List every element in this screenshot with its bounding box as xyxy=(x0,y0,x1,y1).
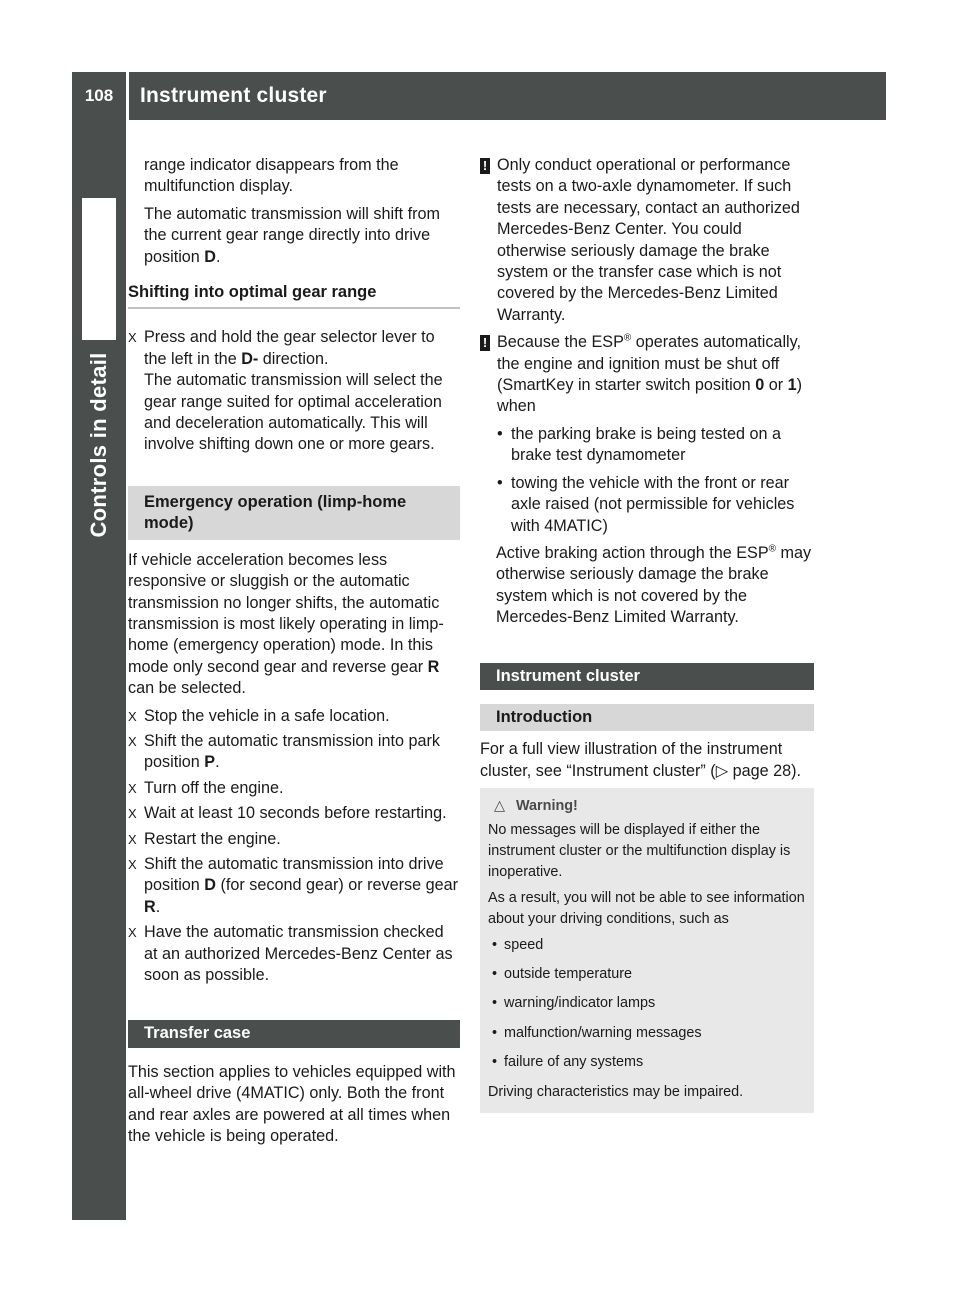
warning-box xyxy=(480,788,814,1113)
step-arrow-icon: X xyxy=(128,856,137,872)
step-arrow-icon: X xyxy=(128,708,137,724)
left-column xyxy=(128,155,460,1153)
emergency-step-6: X Shift the automatic transmission into drive position D (for second gear) or reverse gear R. xyxy=(128,854,459,916)
bullet-icon: • xyxy=(497,473,503,492)
emergency-step-4: X Wait at least 10 seconds before restarting. xyxy=(128,803,460,824)
page-title: Instrument cluster xyxy=(140,84,327,107)
emergency-step-1: X Stop the vehicle in a safe location. xyxy=(128,706,460,727)
exclamation-icon: ! xyxy=(480,158,490,174)
bullet-icon: • xyxy=(492,1054,498,1071)
note-dynamometer: ! Only conduct operational or performance tests on a two-axle dynamometer. If such tests are necessary, contact an authorized Mercedes-Benz Center. You could otherwise seriously damage the brake system or the transfer case which is not covered by the Mercedes-Benz Limited Warranty. xyxy=(480,155,814,326)
step-arrow-icon: X xyxy=(128,733,137,749)
intro-text-2: The automatic transmission will shift from the current gear range directly into drive position D. xyxy=(144,204,440,266)
warning-item: • outside temperature xyxy=(488,964,806,985)
warning-item: • malfunction/warning messages xyxy=(488,1023,806,1044)
emergency-step-3: X Turn off the engine. xyxy=(128,778,460,799)
esp-bullet-1: • the parking brake is being tested on a brake test dynamometer xyxy=(497,424,781,465)
warning-triangle-icon: △ xyxy=(494,798,506,815)
esp-bullet-2: • towing the vehicle with the front or rear axle raised (not permissible for vehicles with 4MATIC) xyxy=(497,473,795,535)
page-number: 108 xyxy=(84,86,114,105)
page-ref-arrow-icon: ▷ xyxy=(715,761,729,780)
bullet-icon: • xyxy=(497,424,503,443)
warning-para-2: As a result, you will not be able to see information about your driving conditions, such as xyxy=(488,889,805,928)
note-esp: ! Because the ESP® operates automatically, the engine and ignition must be shut off (SmartKey in starter switch position 0 or 1) when xyxy=(480,332,814,418)
transfer-case-paragraph: This section applies to vehicles equipped with all-wheel drive (4MATIC) only. Both the front and rear axles are powered at all times when the vehicle is being operated. xyxy=(128,1062,456,1146)
introduction-heading: Introduction xyxy=(480,704,814,731)
warning-title: △ Warning! xyxy=(488,796,806,817)
bullet-icon: • xyxy=(492,995,498,1012)
step-arrow-icon: X xyxy=(128,806,137,822)
side-tab-label: Controls in detail xyxy=(86,352,111,538)
introduction-paragraph: For a full view illustration of the instrument cluster, see “Instrument cluster” (▷ page 28). xyxy=(480,740,802,780)
optimal-gear-heading: Shifting into optimal gear range xyxy=(128,282,460,309)
optimal-step-result: The automatic transmission will select the gear range suited for optimal acceleration and deceleration automatically. This will involve shifting down one or more gears. xyxy=(144,371,443,454)
warning-item: • speed xyxy=(488,935,806,956)
bullet-icon: • xyxy=(492,1024,498,1041)
step-arrow-icon: X xyxy=(128,831,137,847)
exclamation-icon: ! xyxy=(480,335,490,351)
instrument-cluster-heading: Instrument cluster xyxy=(480,663,814,690)
step-arrow-icon: X xyxy=(128,780,137,796)
warning-closing: Driving characteristics may be impaired. xyxy=(488,1083,744,1100)
bullet-icon: • xyxy=(492,966,498,982)
warning-item: • failure of any systems xyxy=(488,1052,806,1073)
emergency-step-7: X Have the automatic transmission checked at an authorized Mercedes-Benz Center as soon as possible. xyxy=(128,923,453,984)
transfer-case-heading: Transfer case xyxy=(128,1020,460,1047)
header-separator xyxy=(126,72,129,120)
section-side-tab xyxy=(72,120,126,1220)
emergency-heading: Emergency operation (limp-home mode) xyxy=(128,486,460,540)
right-column xyxy=(480,155,814,1113)
emergency-step-2: X Shift the automatic transmission into park position P. xyxy=(128,731,441,772)
optimal-step: X Press and hold the gear selector lever to the left in the D- direction. The automatic transmission will select the gear range suited for optimal acceleration and deceleration automatically. This will involve shifting down one or more gears. xyxy=(128,327,460,455)
warning-item: • warning/indicator lamps xyxy=(488,993,806,1014)
step-arrow-icon: X xyxy=(128,925,137,941)
bullet-icon: • xyxy=(492,936,498,953)
step-arrow-icon: X xyxy=(128,330,137,346)
side-tab-marker xyxy=(82,198,116,340)
intro-text-1: range indicator disappears from the multifunction display. xyxy=(144,156,399,196)
emergency-step-5: X Restart the engine. xyxy=(128,829,460,850)
emergency-paragraph: If vehicle acceleration becomes less responsive or sluggish or the automatic transmission no longer shifts, the automatic transmission is most likely operating in limp-home (emergency operation) mode. In this mode only second gear and reverse gear R can be selected. xyxy=(128,550,444,698)
warning-para-1: No messages will be displayed if either the instrument cluster or the multifunction display is inoperative. xyxy=(488,821,791,881)
active-braking-text: Active braking action through the ESP® may otherwise seriously damage the brake system which is not covered by the Mercedes-Benz Limited Warranty. xyxy=(496,543,812,627)
